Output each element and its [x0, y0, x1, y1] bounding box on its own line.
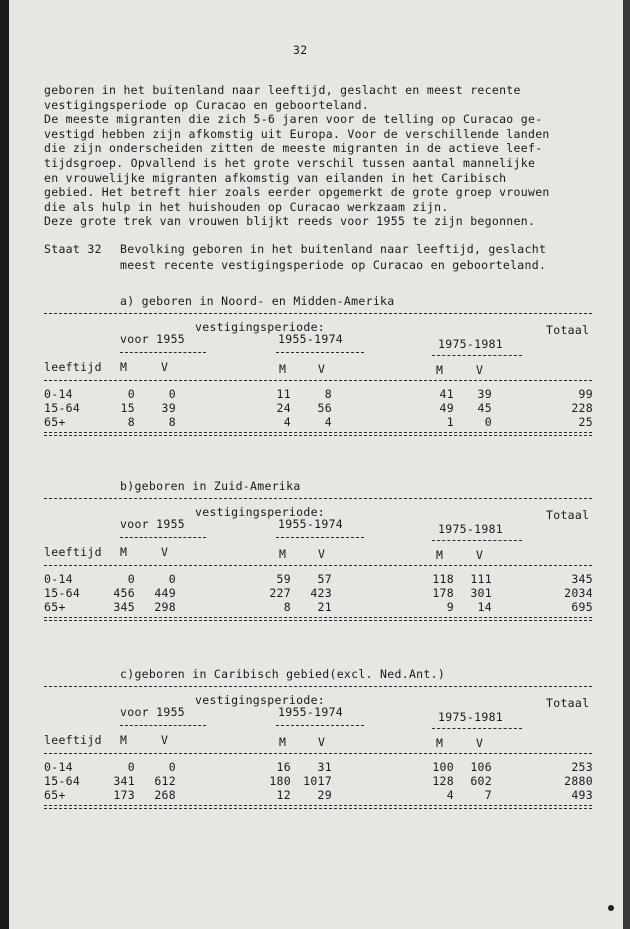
header-m: M [279, 735, 287, 749]
table-top-rule [44, 498, 592, 499]
header-v: V [318, 735, 326, 749]
period-rule [432, 355, 522, 356]
header-v: V [476, 363, 484, 377]
margin-dot [608, 905, 614, 911]
table-bottom-rule [44, 435, 592, 436]
header-1975-1981: 1975-1981 [438, 710, 504, 724]
header-vestigingsperiode: vestigingsperiode: [195, 693, 326, 707]
cell-totaal: 493 [571, 788, 593, 802]
table-bottom-rule [44, 620, 592, 621]
cell-v-1975-1981: 111 [470, 572, 492, 586]
cell-m-1975-1981: 4 [446, 788, 454, 802]
cell-m-1975-1981: 100 [432, 760, 454, 774]
header-leeftijd: leeftijd [44, 360, 102, 374]
cell-v-voor-1955: 612 [154, 774, 176, 788]
header-totaal: Totaal [546, 696, 590, 710]
row-age: 0-14 [44, 387, 73, 401]
header-1955-1974: 1955-1974 [278, 517, 344, 531]
cell-m-1955-1974: 59 [276, 572, 291, 586]
cell-v-1955-1974: 423 [310, 586, 332, 600]
cell-m-voor-1955: 173 [113, 788, 135, 802]
header-1975-1981: 1975-1981 [438, 337, 504, 351]
header-totaal: Totaal [546, 508, 590, 522]
row-age: 15-64 [44, 774, 81, 788]
cell-totaal: 228 [571, 401, 593, 415]
header-v: V [318, 362, 326, 376]
period-rule [276, 352, 364, 353]
cell-totaal: 25 [578, 415, 593, 429]
table-top-rule [44, 313, 592, 314]
cell-m-1975-1981: 9 [446, 600, 454, 614]
header-voor-1955: voor 1955 [120, 517, 186, 531]
cell-v-voor-1955: 449 [154, 586, 176, 600]
cell-m-1955-1974: 24 [276, 401, 291, 415]
intro-line: en vrouwelijke migranten afkomstig van eilanden in het Caribisch [44, 170, 507, 185]
header-vestigingsperiode: vestigingsperiode: [195, 320, 326, 334]
cell-v-1975-1981: 106 [470, 760, 492, 774]
cell-v-1955-1974: 8 [324, 387, 332, 401]
table-bottom-rule [44, 808, 592, 809]
cell-v-1955-1974: 4 [324, 415, 332, 429]
table-bottom-rule [44, 805, 592, 806]
intro-line: vestigingsperiode op Curacao en geboorteland. [44, 97, 370, 112]
staat-caption-line-1: Bevolking geboren in het buitenland naar leeftijd, geslacht [120, 242, 547, 256]
row-age: 65+ [44, 415, 66, 429]
intro-line: gebied. Het betreft hier zoals eerder opgemerkt de grote groep vrouwen [44, 185, 550, 200]
table-bottom-rule [44, 617, 592, 618]
cell-v-1975-1981: 7 [484, 788, 492, 802]
staat-caption-line-2: meest recente vestigingsperiode op Curacao en geboorteland. [120, 258, 547, 272]
cell-m-1975-1981: 41 [439, 387, 454, 401]
cell-v-voor-1955: 0 [168, 572, 176, 586]
cell-m-voor-1955: 456 [113, 586, 135, 600]
cell-v-1975-1981: 301 [470, 586, 492, 600]
period-rule [432, 728, 522, 729]
intro-line: Deze grote trek van vrouwen blijkt reeds voor 1955 te zijn begonnen. [44, 214, 536, 229]
cell-v-voor-1955: 0 [168, 760, 176, 774]
cell-v-voor-1955: 8 [168, 415, 176, 429]
cell-m-voor-1955: 15 [120, 401, 135, 415]
header-m: M [436, 548, 444, 562]
period-rule [276, 725, 364, 726]
intro-line: die als hulp in het huishouden op Curacao werkzaam zijn. [44, 199, 449, 214]
cell-m-1955-1974: 180 [269, 774, 291, 788]
cell-totaal: 2034 [564, 586, 593, 600]
header-v: V [318, 547, 326, 561]
header-leeftijd: leeftijd [44, 733, 102, 747]
header-v: V [161, 733, 169, 747]
header-1975-1981: 1975-1981 [438, 522, 504, 536]
cell-m-1975-1981: 128 [432, 774, 454, 788]
staat-label: Staat 32 [44, 242, 102, 256]
cell-m-voor-1955: 0 [127, 760, 135, 774]
cell-m-1975-1981: 49 [439, 401, 454, 415]
cell-v-1975-1981: 39 [477, 387, 492, 401]
row-age: 0-14 [44, 572, 73, 586]
cell-totaal: 345 [571, 572, 593, 586]
cell-v-1955-1974: 1017 [303, 774, 332, 788]
cell-v-1955-1974: 57 [317, 572, 332, 586]
cell-m-1975-1981: 1 [446, 415, 454, 429]
header-totaal: Totaal [546, 323, 590, 337]
cell-m-voor-1955: 8 [127, 415, 135, 429]
header-bottom-rule [44, 565, 592, 566]
header-1955-1974: 1955-1974 [278, 332, 344, 346]
period-rule [120, 537, 206, 538]
cell-totaal: 695 [571, 600, 593, 614]
table-title: a) geboren in Noord- en Midden-Amerika [120, 294, 395, 308]
intro-line: tijdsgroep. Opvallend is het grote verschil tussen aantal mannelijke [44, 156, 536, 170]
header-m: M [279, 362, 287, 376]
period-rule [120, 352, 206, 353]
cell-m-1955-1974: 227 [269, 586, 291, 600]
cell-m-1975-1981: 178 [432, 586, 454, 600]
cell-m-1955-1974: 4 [283, 415, 291, 429]
cell-v-voor-1955: 298 [154, 600, 176, 614]
cell-totaal: 2880 [564, 774, 593, 788]
cell-m-1955-1974: 16 [276, 760, 291, 774]
table-bottom-rule [44, 432, 592, 433]
header-v: V [161, 545, 169, 559]
header-m: M [120, 545, 128, 559]
header-1955-1974: 1955-1974 [278, 705, 344, 719]
intro-line: geboren in het buitenland naar leeftijd, geslacht en meest recente [44, 83, 521, 97]
intro-line: vestigd hebben zijn afkomstig uit Europa. Voor de verschillende landen [44, 126, 550, 141]
period-rule [120, 725, 206, 726]
header-v: V [476, 548, 484, 562]
cell-v-voor-1955: 0 [168, 387, 176, 401]
cell-v-1955-1974: 21 [317, 600, 332, 614]
cell-v-1975-1981: 0 [484, 415, 492, 429]
cell-v-1975-1981: 14 [477, 600, 492, 614]
header-v: V [161, 360, 169, 374]
cell-m-voor-1955: 0 [127, 387, 135, 401]
period-rule [432, 540, 522, 541]
cell-m-voor-1955: 345 [113, 600, 135, 614]
intro-line: die zijn onderscheiden zitten de meeste migranten in de actieve leef- [44, 141, 543, 156]
cell-m-voor-1955: 0 [127, 572, 135, 586]
intro-line: De meeste migranten die zich 5-6 jaren voor de telling op Curacao ge- [44, 112, 543, 127]
cell-m-1955-1974: 12 [276, 788, 291, 802]
cell-totaal: 253 [571, 760, 593, 774]
cell-v-1975-1981: 45 [477, 401, 492, 415]
header-bottom-rule [44, 380, 592, 381]
page-edge-shadow [623, 0, 630, 929]
cell-v-voor-1955: 268 [154, 788, 176, 802]
cell-v-voor-1955: 39 [161, 401, 176, 415]
binding-spine [0, 0, 9, 929]
cell-v-1975-1981: 602 [470, 774, 492, 788]
cell-v-1955-1974: 29 [317, 788, 332, 802]
period-rule [276, 537, 364, 538]
header-leeftijd: leeftijd [44, 545, 102, 559]
header-vestigingsperiode: vestigingsperiode: [195, 505, 326, 519]
header-v: V [476, 736, 484, 750]
header-voor-1955: voor 1955 [120, 332, 186, 346]
table-title: b)geboren in Zuid-Amerika [120, 479, 301, 493]
cell-m-1955-1974: 11 [276, 387, 291, 401]
header-m: M [120, 733, 128, 747]
row-age: 15-64 [44, 401, 81, 415]
header-voor-1955: voor 1955 [120, 705, 186, 719]
header-bottom-rule [44, 753, 592, 754]
cell-v-1955-1974: 56 [317, 401, 332, 415]
table-top-rule [44, 686, 592, 687]
table-title: c)geboren in Caribisch gebied(excl. Ned.Ant.) [120, 667, 446, 681]
row-age: 0-14 [44, 760, 73, 774]
cell-m-1975-1981: 118 [432, 572, 454, 586]
header-m: M [436, 363, 444, 377]
cell-m-1955-1974: 8 [283, 600, 291, 614]
header-m: M [436, 736, 444, 750]
cell-v-1955-1974: 31 [317, 760, 332, 774]
row-age: 65+ [44, 600, 66, 614]
row-age: 65+ [44, 788, 66, 802]
cell-totaal: 99 [578, 387, 593, 401]
header-m: M [120, 360, 128, 374]
cell-m-voor-1955: 341 [113, 774, 135, 788]
page-number: 32 [293, 43, 308, 57]
header-m: M [279, 547, 287, 561]
row-age: 15-64 [44, 586, 81, 600]
